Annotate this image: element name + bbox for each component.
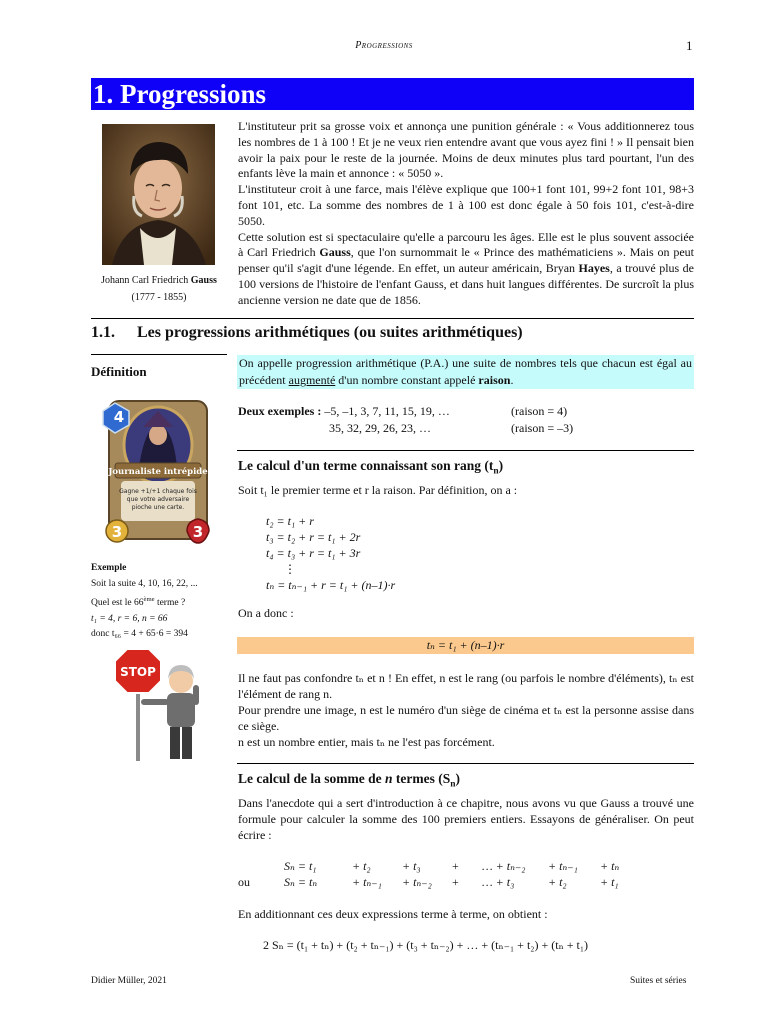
divider xyxy=(237,450,694,451)
running-header: Progressions xyxy=(355,40,413,51)
gauss-portrait-image xyxy=(102,124,215,265)
side-example: Exemple Soit la suite 4, 10, 16, 22, ... Quel est le 66ème terme ? t₁ = 4, r = 6, n = 66 donc t₆₆ = 4 + 65·6 = 394 xyxy=(91,563,198,640)
intro-paragraph: L'instituteur prit sa grosse voix et annonça une punition générale : « Vous additionnerez tous les nombres de 1 à 100 ! Et je ne veux rien entendre avant que vous ayez fini ! » Il pensait bien avoir la paix pour le reste de la journée. Moins de deux minutes plus tard pourtant, l'un des enfants lève la main et annonce : « 5050 ». xyxy=(238,119,694,181)
two-examples: Deux exemples : –5, –1, 3, 7, 11, 15, 19, … (raison = 4) 35, 32, 29, 26, 23, … (raison = –3) xyxy=(238,404,574,435)
term-section-heading: Le calcul d'un terme connaissant son rang $(t_n)$ xyxy=(238,458,504,477)
sum-intro: Dans l'anecdote qui a sert d'introduction à ce chapitre, nous avons vu que Gauss a trouvé une formule pour calculer la somme des 100 premiers entiers. Essayons de généraliser. On peut écrire : xyxy=(238,796,694,842)
portrait-caption: Johann Carl Friedrich Gauss (1777 - 1855) xyxy=(101,275,217,303)
section-divider xyxy=(91,318,694,319)
section-heading: 1.1. Les progressions arithmétiques (ou suites arithmétiques) xyxy=(91,324,523,341)
intro-paragraph: L'instituteur croit à une farce, mais l'élève explique que 100+1 font 101, 99+2 font 101, 98+3 font 101, etc. La somme des nombres de 1 à 100 est donc égale à 50 fois 101, c'est-à-dire 5050. xyxy=(238,182,694,228)
example-raison: (raison = –3) xyxy=(511,421,574,435)
adding-text: En additionnant ces deux expressions terme à terme, on obtient : xyxy=(238,907,548,921)
intro-paragraph: Cette solution est si spectaculaire qu'elle a parcouru les âges. Elle est le plus souvent associée à Carl Friedrich Gauss, que l'on surnommait le « Prince des mathématiciens ». Mais on peut penser qu'il s'agit d'une légende. En effet, un auteur américain, Bryan Hayes, a trouvé plus de 100 versions de l'histoire de l'enfant Gauss, et dans huit langues différentes. De surcroît la plus ancienne version ne date que de 1856. xyxy=(238,229,695,307)
sum-section-heading: Le calcul de la somme de n termes $(S_n)$ xyxy=(238,771,460,790)
on-a-donc: On a donc : xyxy=(238,606,294,620)
footer-subject: Suites et séries xyxy=(630,976,687,986)
divider xyxy=(237,763,694,764)
chapter-title: 1. Progressions xyxy=(91,78,694,110)
warning-text: Il ne faut pas confondre tₙ et n ! En effet, n est le rang (ou parfois le nombre d'éléments), tₙ est l'élément de rang n. Pour prendre une image, n est le numéro d'un siège de cinéma et tₙ est la personne assise dans ce siège. n est un nombre entier, mais tₙ ne l'est pas forcément. xyxy=(238,671,694,749)
stop-sign-image xyxy=(113,645,209,763)
svg-text:pioche une carte.: pioche une carte. xyxy=(131,504,185,511)
term-intro: Soit t₁ le premier terme et r la raison. Par définition, on a : xyxy=(238,483,518,497)
sum-final-equation: 2 Sₙ = (t₁ + tₙ) + (t₂ + tₙ₋₁) + (t₃ + tₙ₋₂) + … + (tₙ₋₁ + t₂) + (tₙ + t₁) xyxy=(263,938,589,952)
term-formula-box: tₙ = t₁ + (n–1)·r xyxy=(237,637,694,654)
example-sequence: –5, –1, 3, 7, 11, 15, 19, … xyxy=(324,404,450,418)
sum-expressions: Sₙ = t₁ + t₂ + t₃ + … + tₙ₋₂ + tₙ₋₁ + tₙ ou Sₙ = tₙ + tₙ₋₁ + tₙ₋₂ + … + t₃ + t₂ + t₁ xyxy=(238,858,620,889)
card-cost: 4 xyxy=(113,408,125,426)
example-raison: (raison = 4) xyxy=(511,404,568,418)
example-sequence: 35, 32, 29, 26, 23, … xyxy=(329,421,431,435)
card-name: Journaliste intrépide xyxy=(108,467,208,477)
divider xyxy=(91,354,227,355)
footer-author: Didier Müller, 2021 xyxy=(91,976,167,986)
hearthstone-card-image xyxy=(101,397,214,545)
term-equations: t₂ = t₁ + r t₃ = t₂ + r = t₁ + 2r t₄ = t₃ + r = t₁ + 3r ⋮ tₙ = tₙ₋₁ + r = t₁ + (n–1)·r xyxy=(266,514,396,592)
stop-text: STOP xyxy=(120,665,156,679)
page-number: 1 xyxy=(686,38,693,53)
intro-text xyxy=(238,119,694,309)
definition-label: Définition xyxy=(91,364,147,379)
card-attack: 3 xyxy=(111,523,123,541)
card-health: 3 xyxy=(192,523,204,541)
svg-text:que votre adversaire: que votre adversaire xyxy=(126,496,190,503)
svg-text:Gagne +1/+1 chaque fois: Gagne +1/+1 chaque fois xyxy=(119,488,197,495)
definition-box: On appelle progression arithmétique (P.A.) une suite de nombres tels que chacun est égal au précédent augmenté d'un nombre constant appelé raison. xyxy=(239,356,692,387)
